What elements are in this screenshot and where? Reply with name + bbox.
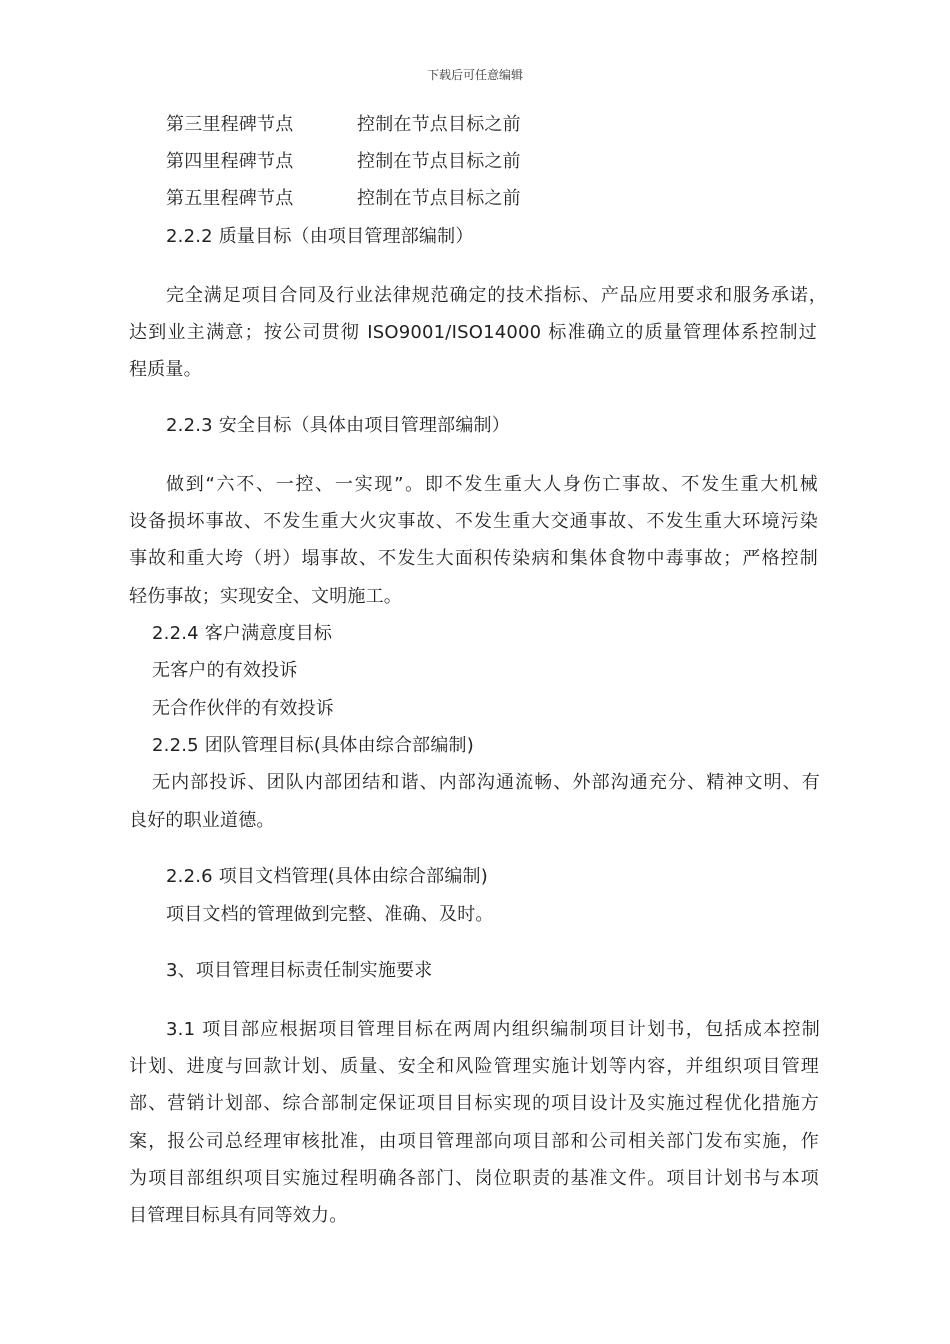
list-item: 无客户的有效投诉 xyxy=(152,660,298,681)
list-item: 无合作伙伴的有效投诉 xyxy=(152,698,334,719)
milestone-row xyxy=(166,180,521,217)
paragraph-line: 达到业主满意；按公司贯彻 ISO9001/ISO14000 标准确立的质量管理体系控制过 xyxy=(129,322,817,343)
paragraph-line: 设备损坏事故、不发生重大火灾事故、不发生重大交通事故、不发生重大环境污染 xyxy=(129,511,818,532)
paragraph-line: 部、营销计划部、综合部制定保证项目目标实现的项目设计及实施过程优化措施方 xyxy=(129,1093,819,1114)
paragraph-line: 做到“六不、一控、一实现”。即不发生重大人身伤亡事故、不发生重大机械 xyxy=(166,474,818,495)
paragraph-line: 无内部投诉、团队内部团结和谐、内部沟通流畅、外部沟通充分、精神文明、有 xyxy=(152,772,820,793)
page-header: 下载后可任意编辑 xyxy=(426,68,523,82)
milestone-status: 控制在节点目标之前 xyxy=(357,151,521,172)
milestone-row xyxy=(166,143,521,180)
section-heading-2-2-5: 2.2.5 团队管理目标(具体由综合部编制) xyxy=(152,735,474,756)
paragraph-line: 良好的职业道德。 xyxy=(129,810,275,831)
paragraph-line: 程质量。 xyxy=(129,359,202,380)
paragraph-line: 案，报公司总经理审核批准，由项目管理部向项目部和公司相关部门发布实施，作 xyxy=(129,1131,819,1152)
section-heading-2-2-3: 2.2.3 安全目标（具体由项目管理部编制） xyxy=(166,415,510,436)
section-heading-2-2-4: 2.2.4 客户满意度目标 xyxy=(152,623,333,644)
paragraph-line: 计划、进度与回款计划、质量、安全和风险管理实施计划等内容，并组织项目管理 xyxy=(129,1056,819,1077)
milestone-status: 控制在节点目标之前 xyxy=(357,114,521,135)
section-heading-2-2-6: 2.2.6 项目文档管理(具体由综合部编制) xyxy=(166,866,488,887)
milestone-name: 第五里程碑节点 xyxy=(166,188,294,209)
milestone-row xyxy=(166,106,521,143)
section-heading-2-2-2: 2.2.2 质量目标（由项目管理部编制） xyxy=(166,226,474,247)
paragraph-line: 为项目部组织项目实施过程明确各部门、岗位职责的基准文件。项目计划书与本项 xyxy=(129,1168,819,1189)
milestone-status: 控制在节点目标之前 xyxy=(357,188,521,209)
paragraph-line: 完全满足项目合同及行业法律规范确定的技术指标、产品应用要求和服务承诺， xyxy=(166,285,827,306)
paragraph-line: 3.1 项目部应根据项目管理目标在两周内组织编制项目计划书，包括成本控制 xyxy=(166,1019,820,1040)
paragraph-line: 轻伤事故；实现安全、文明施工。 xyxy=(129,586,402,607)
milestone-name: 第三里程碑节点 xyxy=(166,114,294,135)
milestone-name: 第四里程碑节点 xyxy=(166,151,294,172)
paragraph-line: 事故和重大垮（坍）塌事故、不发生大面积传染病和集体食物中毒事故；严格控制 xyxy=(129,548,818,569)
section-heading-3: 3、项目管理目标责任制实施要求 xyxy=(166,960,433,981)
paragraph-line: 项目文档的管理做到完整、准确、及时。 xyxy=(166,904,494,925)
paragraph-line: 目管理目标具有同等效力。 xyxy=(129,1205,348,1226)
